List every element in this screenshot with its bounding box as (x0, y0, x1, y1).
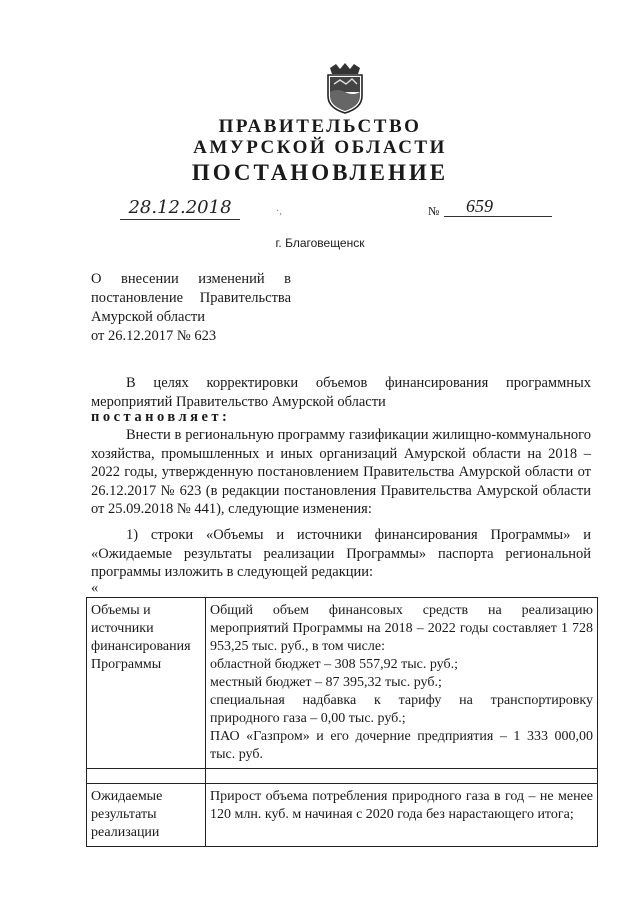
document-date: 28.12.2018 (120, 197, 240, 220)
government-title: ПРАВИТЕЛЬСТВО (218, 116, 422, 137)
resolves-word: постановляет: (91, 409, 231, 425)
financing-local: местный бюджет – 87 395,32 тыс. руб.; (210, 675, 442, 690)
subject-line-4: от 26.12.2017 № 623 (91, 328, 217, 344)
document-number: 659 (444, 195, 552, 217)
financing-surcharge: специальная надбавка к тарифу на транспортировку природного газа – 0,00 тыс. руб.; (210, 693, 593, 726)
subject-line-1: О внесении изменений в (91, 271, 291, 287)
item-1-paragraph: 1) строки «Объемы и источники финансирования Программы» и «Ожидаемые результаты реализации Программы» паспорта региональной программы изложить в следующей редакции: (91, 527, 591, 580)
subject-line-3: Амурской области (91, 309, 205, 325)
document-type-title: ПОСТАНОВЛЕНИЕ (191, 160, 449, 185)
row-label-results: Ожидаемые результаты реализации (87, 784, 206, 847)
table-row (87, 784, 598, 847)
number-label: № (428, 204, 440, 218)
financing-total: Общий объем финансовых средств на реализацию мероприятий Программы на 2018 – 2022 годы составляет 1 728 953,25 тыс. руб., в том числе: (210, 603, 593, 654)
subject-line-2: постановление Правительства (91, 290, 291, 306)
financing-regional: областной бюджет – 308 557,92 тыс. руб.; (210, 657, 458, 672)
coat-of-arms-icon (322, 62, 368, 114)
passport-table (86, 597, 598, 847)
table-gap (87, 769, 598, 784)
row-label-financing: Объемы и источники финансирования Программы (87, 598, 206, 769)
amendment-paragraph: Внести в региональную программу газификации жилищно-коммунального хозяйства, промышленных и иных организаций Амурской области на 2018 – 2022 годы, утвержденную постановлением Правительства Амурской области от 26.12.2017 № 623 (в редакции постановления Правительства Амурской области от 25.09.2018 № 441), следующие изменения: (91, 427, 591, 517)
opening-quote: « (91, 580, 99, 596)
financing-gazprom: ПАО «Газпром» и его дочерние предприятия – 1 333 000,00 тыс. руб. (210, 729, 593, 762)
document-subject (91, 270, 291, 346)
preamble-paragraph: В целях корректировки объемов финансирования программных мероприятий Правительство Амурской области (91, 375, 591, 410)
row-value-results: Прирост объема потребления природного газа в год – не менее 120 млн. куб. м начиная с 2020 года без нарастающего итога; (206, 784, 598, 847)
city-line: г. Благовещенск (275, 236, 365, 250)
stray-mark: ·, (276, 206, 282, 217)
row-value-financing (206, 598, 598, 769)
region-title: АМУРСКОЙ ОБЛАСТИ (193, 137, 447, 158)
table-row (87, 598, 598, 769)
